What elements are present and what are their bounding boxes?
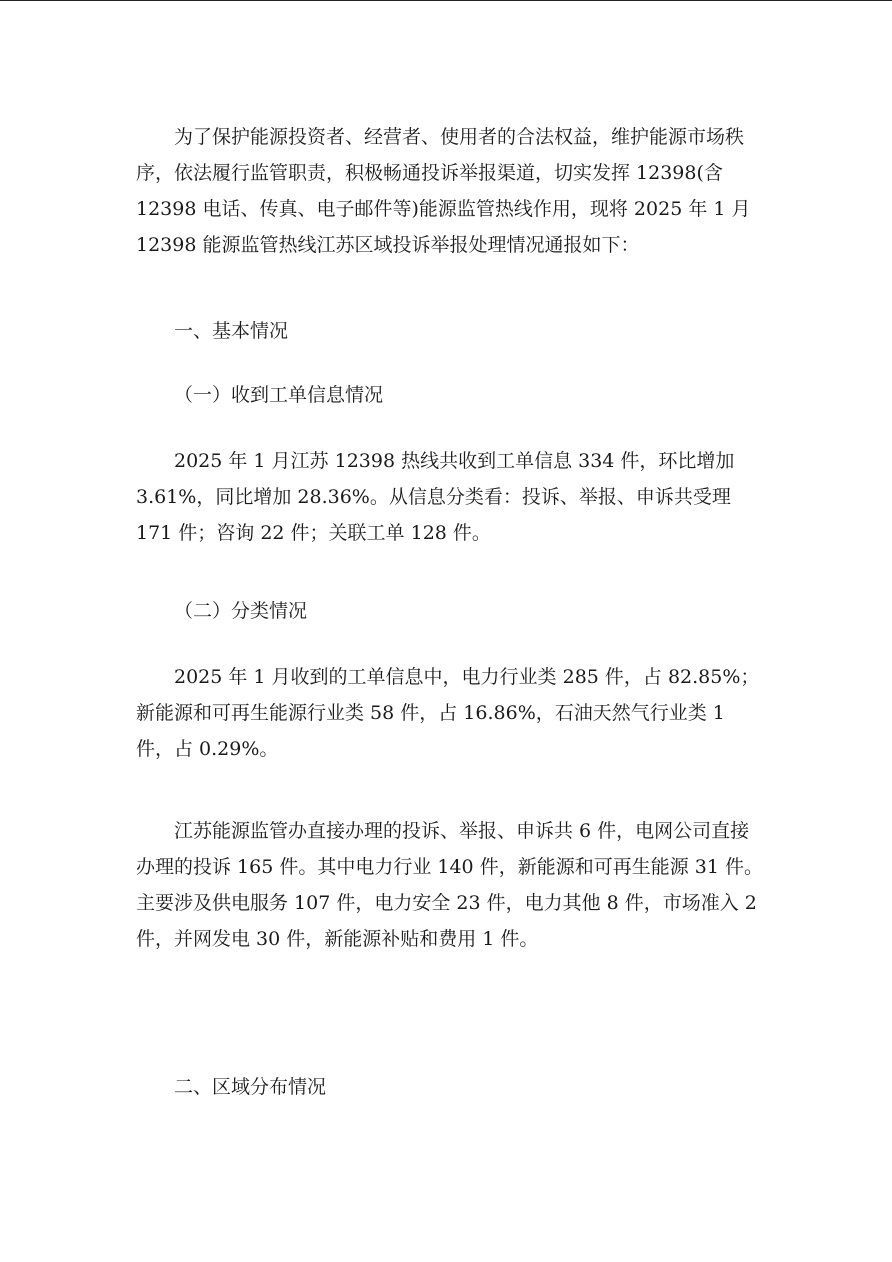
- subsection-heading-tickets: （一）收到工单信息情况: [174, 384, 384, 406]
- subsection-heading-classification: （二）分类情况: [174, 600, 308, 622]
- tickets-paragraph: 2025 年 1 月江苏 12398 热线共收到工单信息 334 件，环比增加 3.61%，同比增加 28.36%。从信息分类看：投诉、举报、申诉共受理 171 件；咨询 22 件；关联工单 128 件。: [136, 450, 735, 544]
- section-heading-regional: 二、区域分布情况: [174, 1076, 327, 1098]
- intro-paragraph: 为了保护能源投资者、经营者、使用者的合法权益，维护能源市场秩序，依法履行监管职责，积极畅通投诉举报渠道，切实发挥 12398(含 12398 电话、传真、电子邮件等)能源监管热线作用，现将 2025 年 1 月 12398 能源监管热线江苏区域投诉举报处理情况通报如下：: [136, 126, 751, 256]
- classification-paragraph: 2025 年 1 月收到的工单信息中，电力行业类 285 件，占 82.85%；新能源和可再生能源行业类 58 件，占 16.86%，石油天然气行业类 1 件，占 0.29%。: [136, 666, 760, 760]
- section-heading-basic: 一、基本情况: [174, 320, 289, 342]
- handling-paragraph: 江苏能源监管办直接办理的投诉、举报、申诉共 6 件，电网公司直接办理的投诉 165 件。其中电力行业 140 件，新能源和可再生能源 31 件。主要涉及供电服务 107 件，电力安全 23 件，电力其他 8 件，市场准入 2 件，并网发电 30 件，新能源补贴和费用 1 件。: [136, 820, 763, 950]
